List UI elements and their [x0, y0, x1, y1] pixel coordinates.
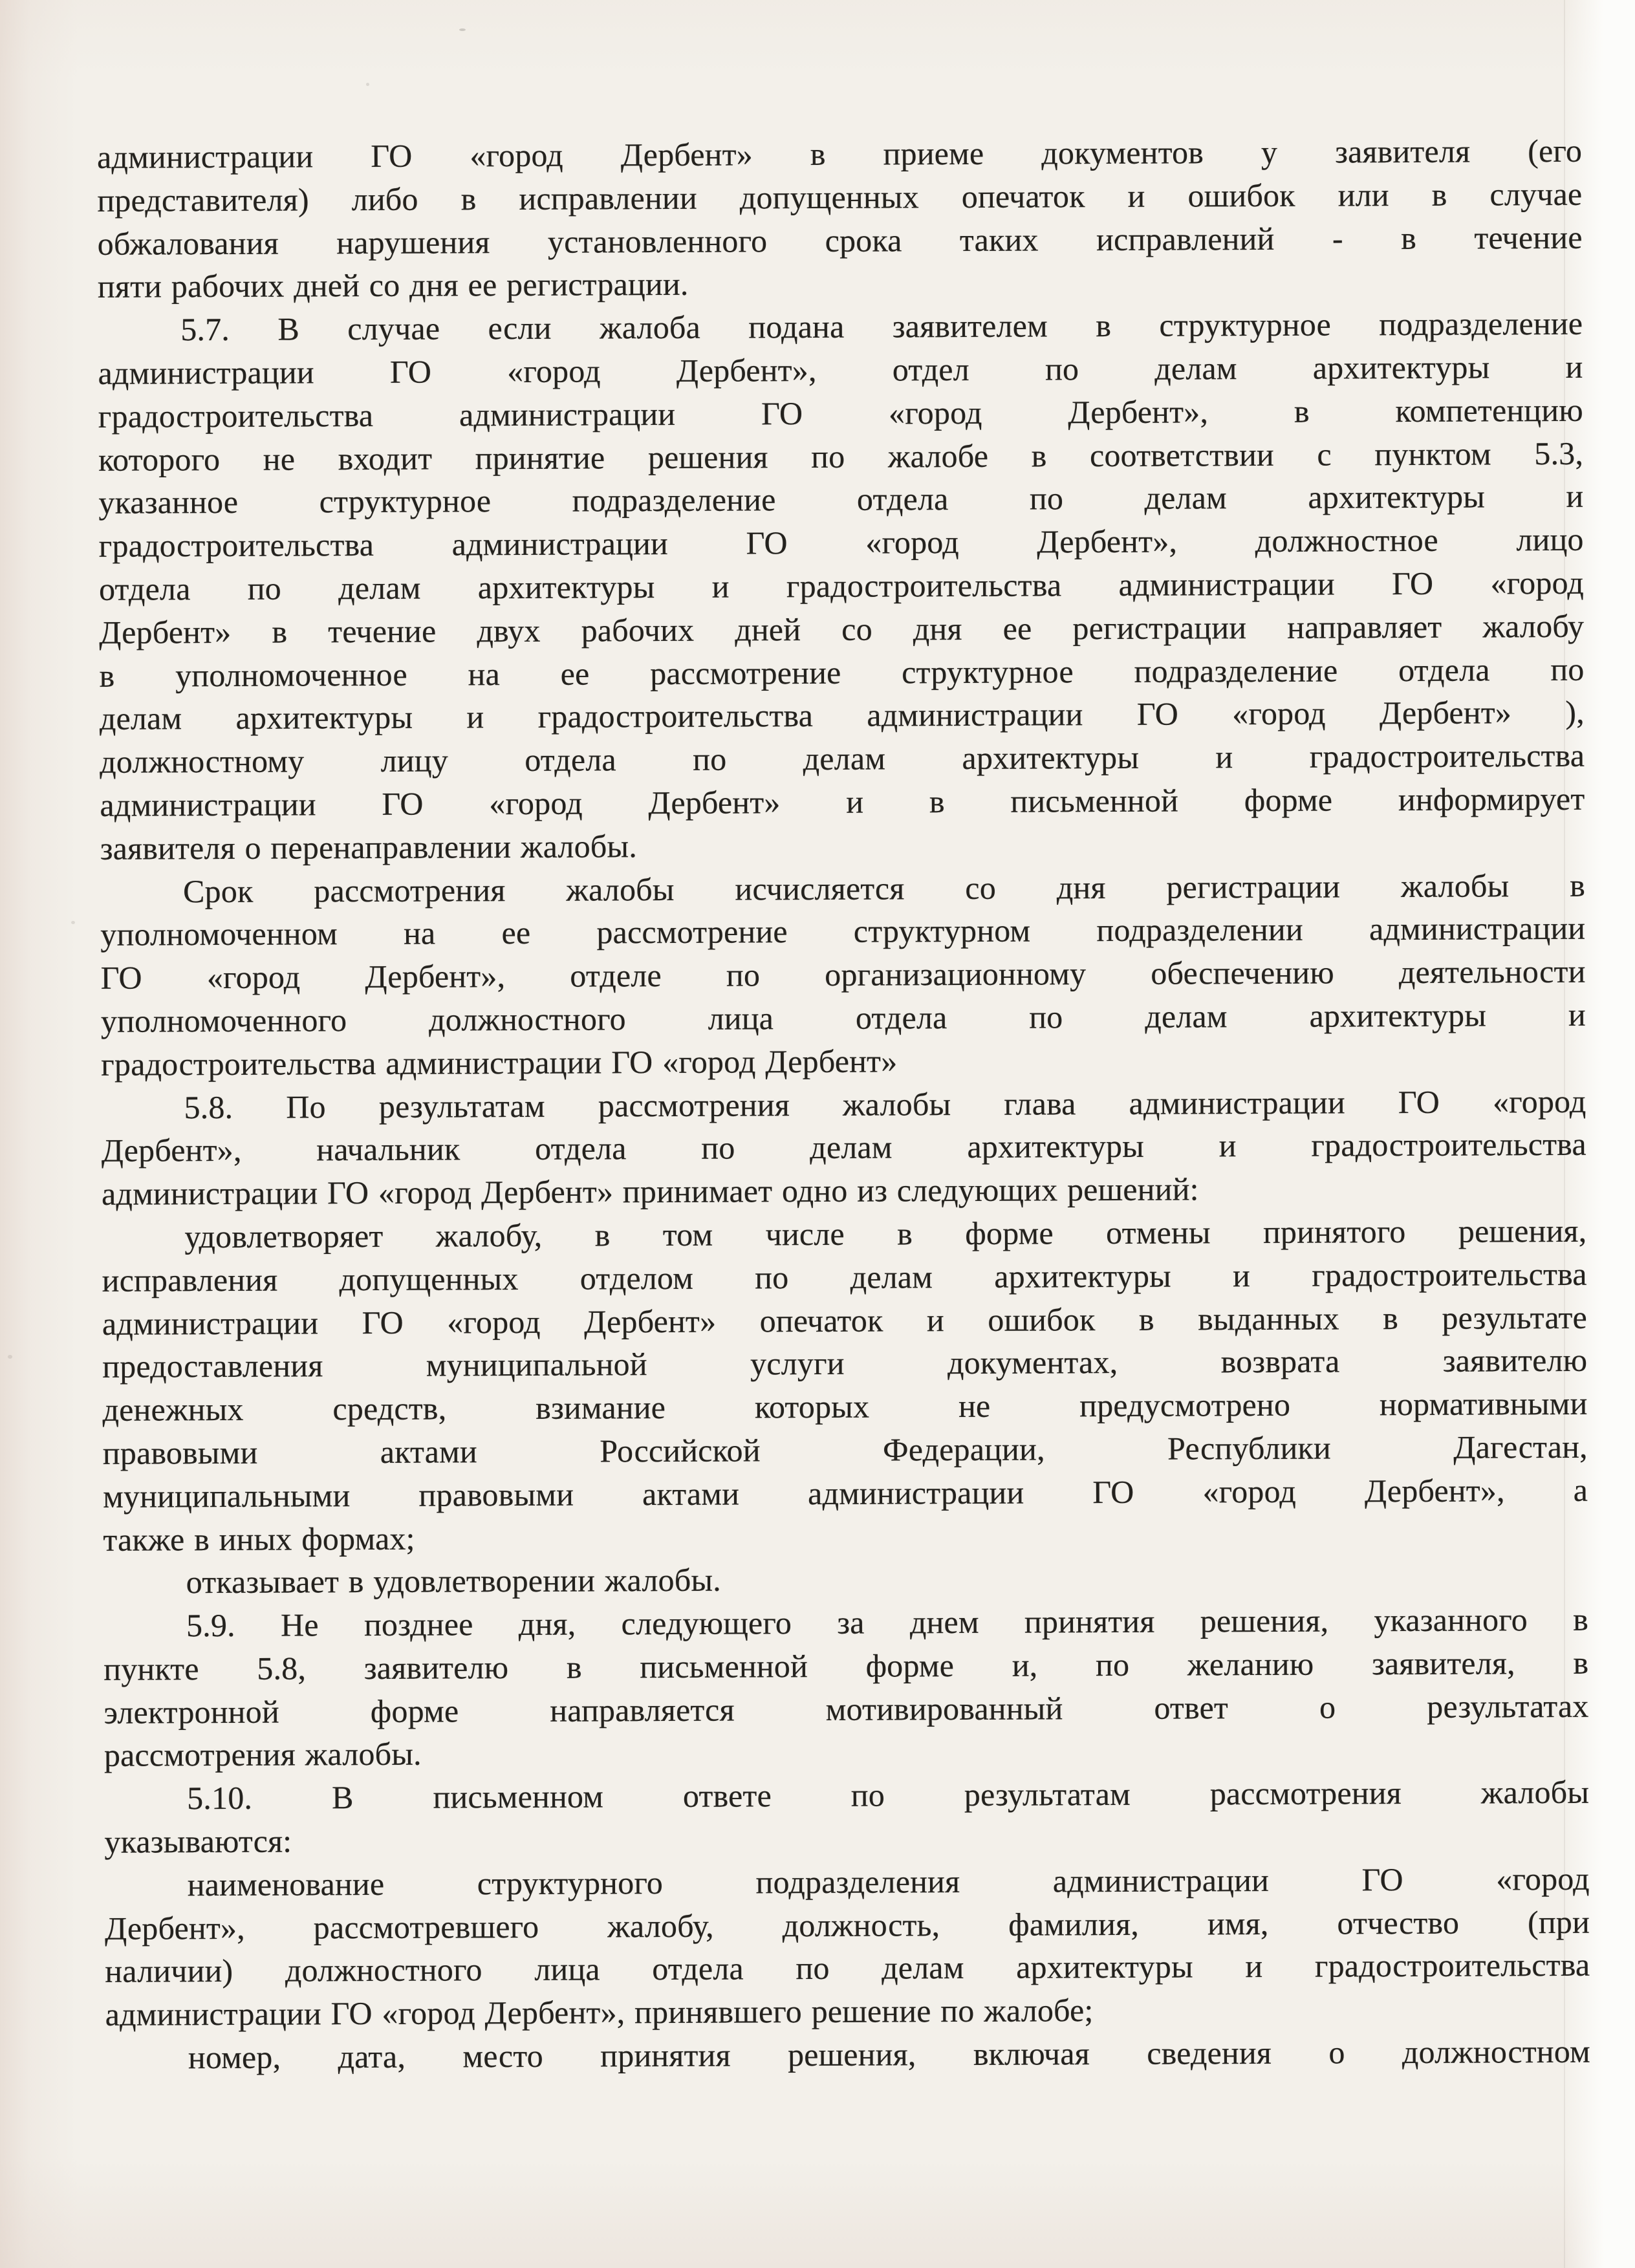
text-line: 5.10. В письменном ответе по результатам рассмотрения жалобы [187, 1774, 1590, 1817]
text-line: ГО «город Дербент», отделе по организационному обеспечению деятельности [100, 953, 1586, 996]
text-line: администрации ГО «город Дербент», отдел по делам архитектуры и [98, 348, 1583, 391]
text-line: правовыми актами Российской Федерации, Республики Дагестан, [102, 1428, 1588, 1471]
text-line: указываются: [104, 1822, 292, 1860]
paragraph-5-10 [104, 1771, 1590, 1864]
paragraph-5-7 [98, 302, 1585, 870]
text-line: Срок рассмотрения жалобы исчисляется со дня регистрации жалобы в [182, 867, 1586, 909]
text-line: уполномоченного должностного лица отдела по делам архитектуры и [100, 996, 1586, 1039]
text-line: исправления допущенных отделом по делам архитектуры и градостроительства [102, 1255, 1587, 1299]
text-line: делам архитектуры и градостроительства администрации ГО «город Дербент» ), [99, 694, 1585, 737]
text-line: муниципальными правовыми актами администрации ГО «город Дербент», а [103, 1471, 1588, 1515]
paragraph-continuation-top [97, 129, 1583, 308]
text-line: отдела по делам архитектуры и градостроительства администрации ГО «город [98, 564, 1585, 607]
paragraph-naimenovanie [105, 1857, 1590, 2036]
text-line: отказывает в удовлетворении жалобы. [186, 1561, 722, 1601]
text-line: также в иных формах; [103, 1520, 415, 1558]
text-line: удовлетворяет жалобу, в том числе в форме отмены принятого решения, [184, 1212, 1587, 1255]
text-line: Дербент», начальник отдела по делам архитектуры и градостроительства [101, 1126, 1586, 1169]
text-line: Дербент», рассмотревшего жалобу, должность, фамилия, имя, отчество (при [104, 1903, 1590, 1947]
text-line: рассмотрения жалобы. [103, 1736, 422, 1774]
text-line: наименование структурного подразделения администрации ГО «город [187, 1860, 1590, 1903]
text-line: указанное структурное подразделение отдела по делам архитектуры и [98, 478, 1584, 521]
text-line: администрации ГО «город Дербент» и в письменной форме информирует [100, 780, 1585, 823]
text-line: администрации ГО «город Дербент», принявшего решение по жалобе; [105, 1992, 1094, 2033]
text-line: 5.8. По результатам рассмотрения жалобы глава администрации ГО «город [184, 1083, 1586, 1125]
paragraph-5-9 [103, 1598, 1589, 1777]
paragraph-nomer-data [105, 2030, 1590, 2080]
paragraph-srok-rassmotreniya [100, 863, 1586, 1086]
text-line: администрации ГО «город Дербент» опечаток и ошибок в выданных в результате [102, 1299, 1588, 1342]
text-line: пункте 5.8, заявителю в письменной форме и, по желанию заявителя, в [103, 1644, 1589, 1687]
text-line: градостроительства администрации ГО «город Дербент», в компетенцию [98, 391, 1583, 435]
text-line: которого не входит принятие решения по жалобе в соответствии с пунктом 5.3, [98, 435, 1584, 478]
paragraph-5-8 [101, 1079, 1586, 1215]
text-line: обжалования нарушения установленного срока таких исправлений - в течение [97, 219, 1583, 262]
text-line: электронной форме направляется мотивированный ответ о результатах [103, 1687, 1589, 1731]
text-line: заявителя о перенаправлении жалобы. [100, 827, 638, 867]
text-line: уполномоченном на ее рассмотрение структурном подразделении администрации [100, 910, 1586, 953]
text-line: номер, дата, место принятия решения, включая сведения о должностном [188, 2033, 1591, 2076]
text-line: должностному лицу отдела по делам архитектуры и градостроительства [100, 737, 1585, 780]
text-line: предоставления муниципальной услуги документах, возврата заявителю [102, 1342, 1588, 1385]
text-line: администрации ГО «город Дербент» принимает одно из следующих решений: [101, 1171, 1199, 1212]
text-line: в уполномоченное на ее рассмотрение структурное подразделение отдела по [99, 651, 1585, 694]
text-line: 5.7. В случае если жалоба подана заявителем в структурное подразделение [180, 305, 1583, 348]
text-line: 5.9. Не позднее дня, следующего за днем принятия решения, указанного в [186, 1601, 1589, 1644]
text-line: денежных средств, взимание которых не предусмотрено нормативными [102, 1385, 1588, 1428]
text-line: представителя) либо в исправлении допущенных опечаток и ошибок или в случае [97, 175, 1583, 219]
text-line: градостроительства администрации ГО «город Дербент», должностное лицо [98, 521, 1584, 565]
text-line: администрации ГО «город Дербент» в приеме документов у заявителя (его [96, 132, 1583, 175]
text-line: градостроительства администрации ГО «город Дербент» [101, 1042, 898, 1083]
text-line: наличии) должностного лица отдела по делам архитектуры и градостроительства [105, 1947, 1590, 1990]
text-line: пяти рабочих дней со дня ее регистрации. [97, 266, 689, 305]
paragraph-udovletvoryaet [102, 1209, 1588, 1561]
paragraph-otkazyvaet [103, 1555, 1588, 1604]
text-line: Дербент» в течение двух рабочих дней со дня ее регистрации направляет жалобу [99, 607, 1585, 651]
